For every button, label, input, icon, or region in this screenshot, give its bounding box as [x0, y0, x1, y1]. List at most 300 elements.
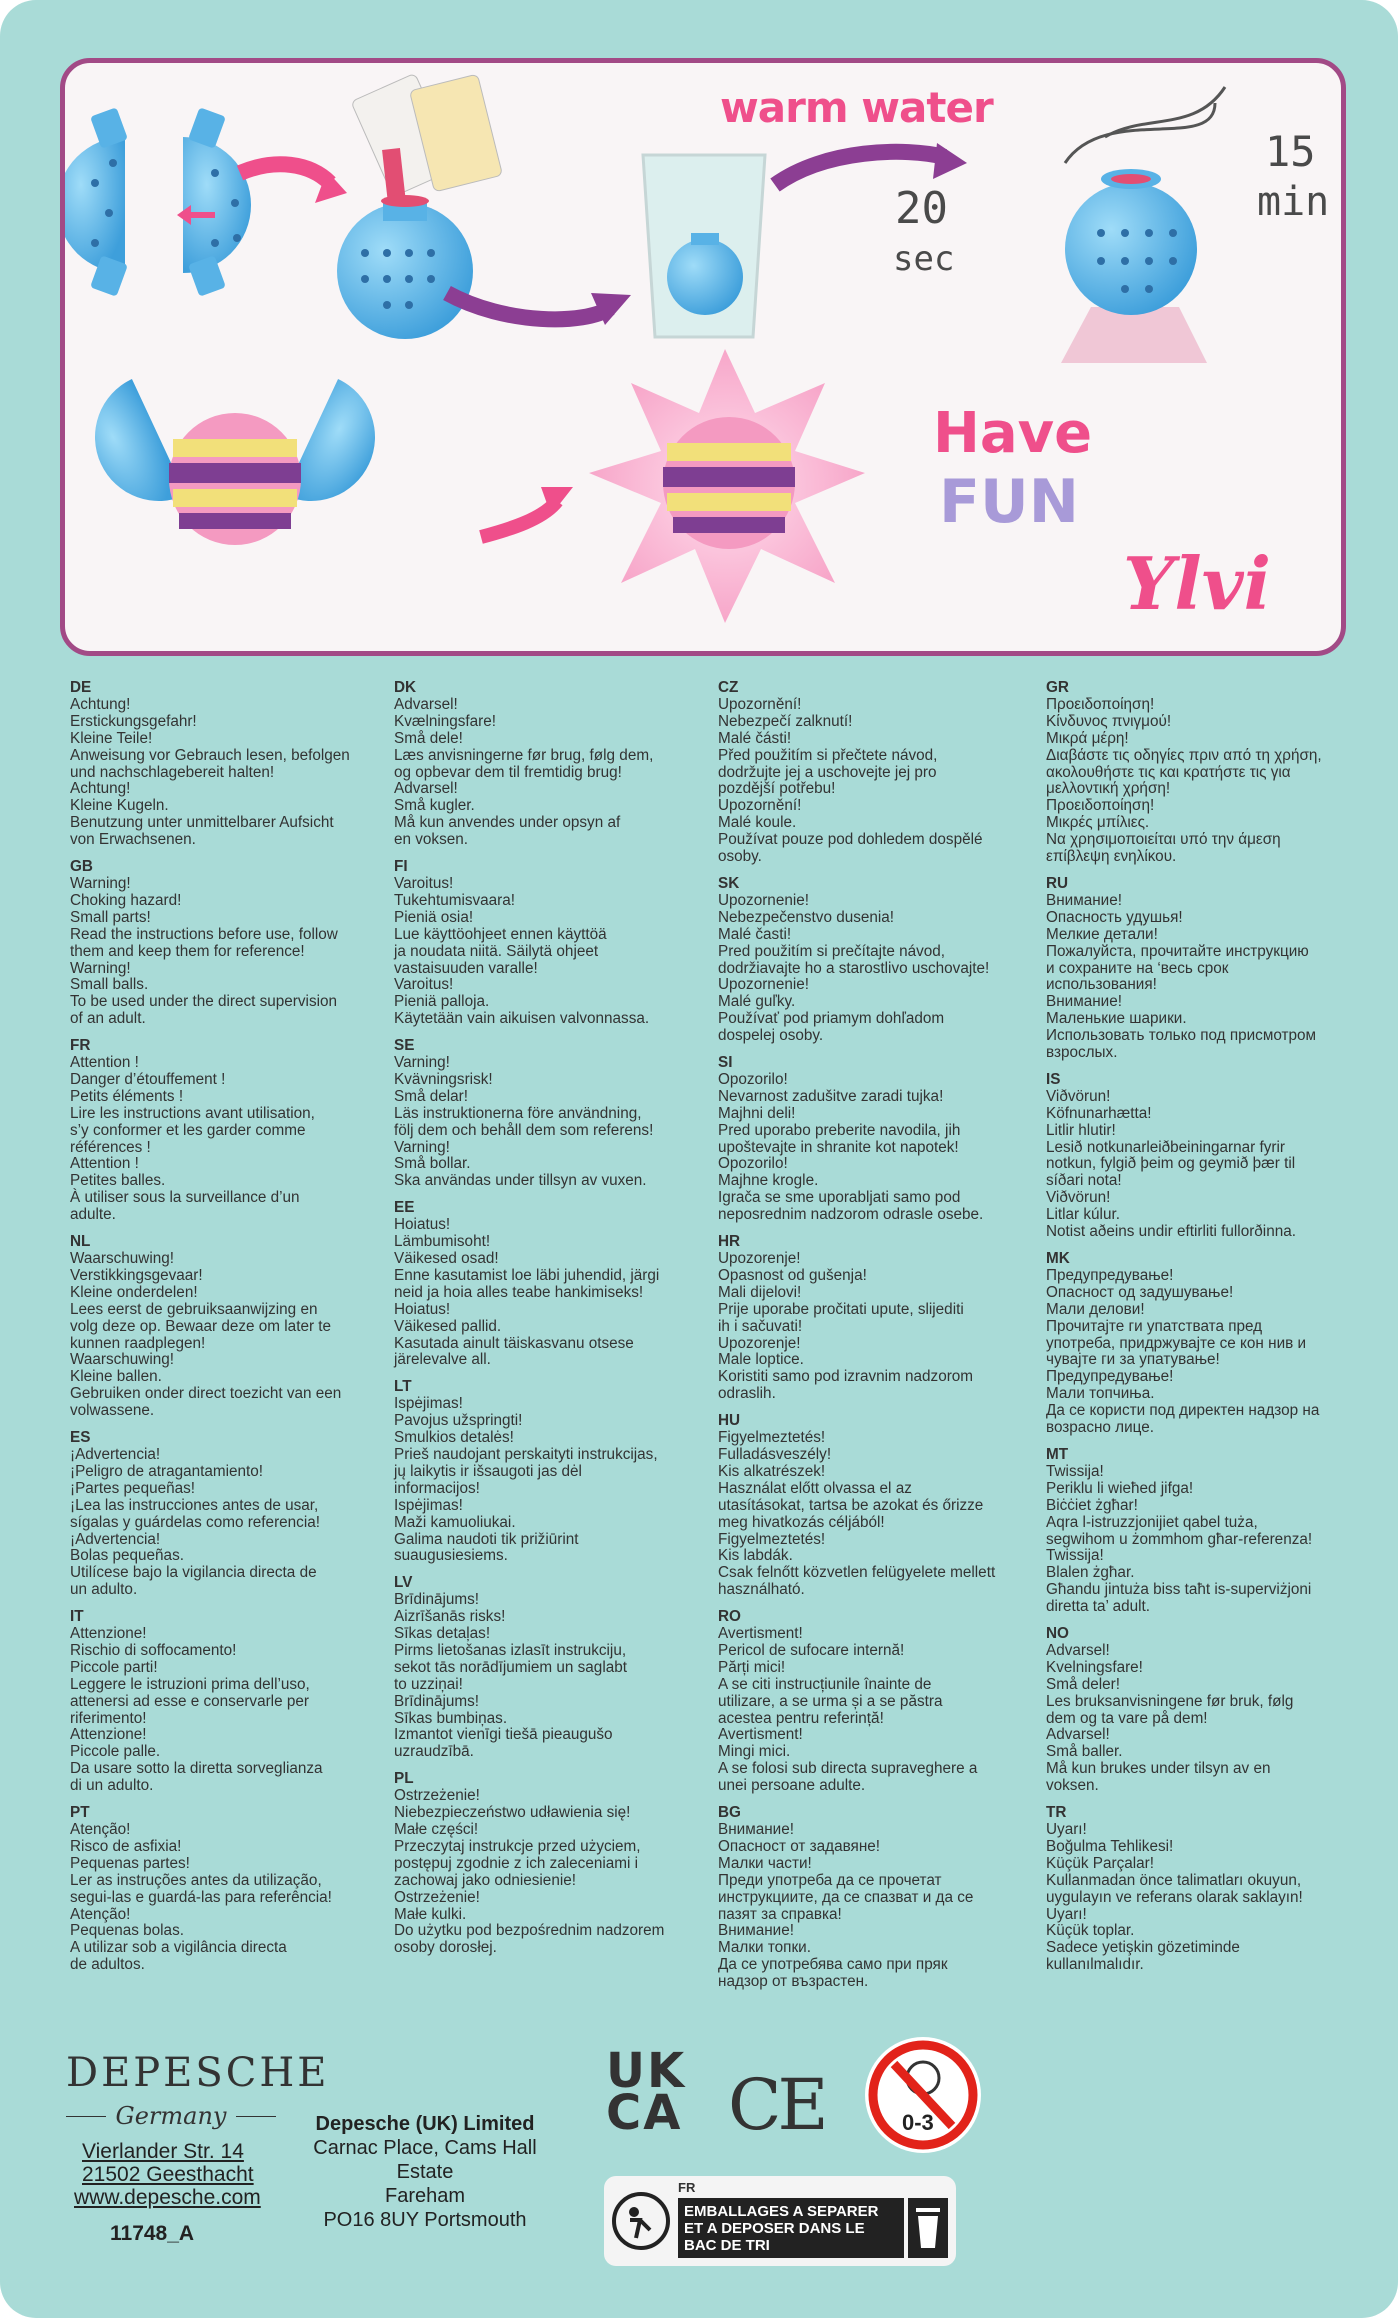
- warning-line: Varning!: [394, 1138, 450, 1156]
- warning-line: Upozornění!: [718, 797, 802, 815]
- warning-line: Må kun brukes under tilsyn av en: [1046, 1760, 1271, 1778]
- language-code: SI: [718, 1054, 733, 1072]
- warning-line: notkun, fylgið þeim og geymið þær til: [1046, 1155, 1296, 1173]
- warning-line: acestea pentru referință!: [718, 1709, 884, 1727]
- warning-line: Upozornění!: [718, 695, 802, 713]
- warning-line: Petits éléments !: [70, 1087, 184, 1105]
- warning-line: használható.: [718, 1581, 805, 1599]
- warning-line: Lämbumisoht!: [394, 1233, 491, 1251]
- warning-line: Figyelmeztetés!: [718, 1530, 826, 1548]
- warning-block-no: [1046, 1626, 1364, 1795]
- warning-line: Внимание!: [1046, 993, 1122, 1011]
- open-mold-with-ball-icon: [74, 379, 396, 545]
- warning-line: Blalen żgħar.: [1046, 1564, 1135, 1582]
- warning-line: Ispėjimas!: [394, 1496, 463, 1514]
- warning-line: Leggere le istruzioni prima dell’uso,: [70, 1675, 310, 1693]
- warning-line: употреба, придржувајте се кон нив и: [1046, 1334, 1307, 1352]
- language-code: LT: [394, 1378, 412, 1396]
- warning-line: Nebezpečenstvo dusenia!: [718, 908, 895, 926]
- language-code: DK: [394, 679, 417, 696]
- warning-line: Kis alkatrészek!: [718, 1462, 826, 1480]
- address-street: Vierlander Str. 14: [82, 2140, 244, 2163]
- warning-line: Väikesed pallid.: [394, 1317, 502, 1335]
- warning-line: Opozorilo!: [718, 1070, 788, 1088]
- warning-line: postępuj zgodnie z ich zaleceniami i: [394, 1854, 639, 1872]
- warning-line: Rischio di soffocamento!: [70, 1641, 237, 1659]
- warning-line: Achtung!: [70, 780, 131, 798]
- warning-line: Mali dijelovi!: [718, 1283, 802, 1301]
- warning-line: og opbevar dem til fremtidig brug!: [394, 763, 622, 781]
- warning-line: Да се употребява само при пряк: [718, 1956, 948, 1974]
- warning-line: Warning!: [70, 959, 131, 977]
- warning-line: uzraudzībā.: [394, 1743, 474, 1761]
- warning-line: Pred použitím si prečítajte návod,: [718, 942, 946, 960]
- warning-block-it: [70, 1609, 388, 1795]
- warning-line: di un adulto.: [70, 1777, 154, 1795]
- warning-line: Malé časti!: [718, 925, 792, 943]
- warning-line: Waarschuwing!: [70, 1250, 175, 1267]
- warning-line: Sīkas bumbiņas.: [394, 1709, 508, 1727]
- warning-line: Piccole palle.: [70, 1743, 161, 1761]
- warning-line: Små dele!: [394, 729, 463, 747]
- language-code: PT: [70, 1804, 90, 1822]
- warning-line: pozdější potřebu!: [718, 780, 836, 798]
- warning-line: Малки части!: [718, 1854, 812, 1872]
- warning-line: suaugusiesiems.: [394, 1547, 508, 1565]
- warning-line: Pericol de sufocare internă!: [718, 1641, 905, 1659]
- warning-block-mt: [1046, 1447, 1364, 1616]
- warning-block-fi: [394, 859, 712, 1028]
- warning-block-dk: [394, 680, 712, 849]
- warning-block-nl: [70, 1234, 388, 1420]
- warning-line: Tukehtumisvaara!: [394, 891, 516, 909]
- warning-line: Před použitím si přečtete návod,: [718, 746, 938, 764]
- warning-line: Igrača se sme uporabljati samo pod: [718, 1189, 961, 1207]
- warning-block-bg: [718, 1805, 1036, 1991]
- ball-burst-icon: [589, 349, 865, 623]
- article-number: 11748_A: [110, 2222, 195, 2245]
- warning-line: Atenção!: [70, 1905, 131, 1923]
- warning-line: sekot tās norādījumiem un saglabt: [394, 1658, 627, 1676]
- warning-line: Verstikkingsgevaar!: [70, 1266, 203, 1284]
- warning-line: Предупредување!: [1046, 1368, 1174, 1386]
- language-code: RO: [718, 1608, 741, 1626]
- warning-line: ακολουθήστε τις και κρατήστε τις για: [1046, 763, 1291, 781]
- age-label: 0-3: [902, 2110, 934, 2135]
- warning-line: Majhne krogle.: [718, 1172, 819, 1190]
- warning-line: Danger d’étouffement !: [70, 1070, 226, 1088]
- warning-line: Pequenas partes!: [70, 1854, 190, 1872]
- warning-line: Kasutada ainult täiskasvanu otsese: [394, 1334, 634, 1352]
- warning-line: utasításokat, tartsa be azokat és őrizze: [718, 1496, 984, 1514]
- warning-line: und nachschlagebereit halten!: [70, 763, 275, 781]
- warning-line: Sadece yetişkin gözetiminde: [1046, 1939, 1240, 1957]
- warnings-column-2: [394, 680, 712, 1967]
- warning-line: надзор от възрастен.: [718, 1973, 869, 1991]
- warning-line: Ostrzeżenie!: [394, 1888, 480, 1906]
- warning-line: Maži kamuoliukai.: [394, 1513, 516, 1531]
- warning-line: Kleine ballen.: [70, 1368, 162, 1386]
- warning-line: Do użytku pod bezpośrednim nadzorem: [394, 1922, 665, 1940]
- warning-line: meg hivatkozás céljából!: [718, 1513, 885, 1531]
- language-code: IS: [1046, 1070, 1061, 1088]
- warning-line: Uyarı!: [1046, 1905, 1087, 1923]
- warning-line: riferimento!: [70, 1709, 147, 1727]
- warning-line: Прочитајте ги упатствата пред: [1046, 1317, 1263, 1335]
- warning-line: s’y conformer et les garder comme: [70, 1121, 306, 1139]
- warning-line: Мали делови!: [1046, 1300, 1145, 1318]
- warning-line: to uzziņai!: [394, 1675, 463, 1693]
- warning-line: Nevarnost zadušitve zaradi tujka!: [718, 1087, 944, 1105]
- language-code: RU: [1046, 874, 1069, 892]
- depesche-tagline: Germany: [66, 2102, 276, 2130]
- warning-line: Les bruksanvisningene før bruk, følg: [1046, 1692, 1294, 1710]
- warning-line: Mingi mici.: [718, 1743, 791, 1761]
- website-link[interactable]: www.depesche.com: [74, 2186, 261, 2209]
- warning-line: επίβλεψη ενηλίκου.: [1046, 848, 1177, 866]
- warning-line: utilizare, a se urma și a se păstra: [718, 1692, 943, 1710]
- uk-company-name: Depesche (UK) Limited: [315, 2113, 535, 2135]
- ukca-mark-bottom: CA: [606, 2085, 683, 2141]
- warning-line: ¡Advertencia!: [70, 1530, 161, 1548]
- minutes-value: 15: [1265, 127, 1316, 176]
- language-code: EE: [394, 1199, 415, 1217]
- warning-line: Twissija!: [1046, 1547, 1104, 1565]
- language-code: SE: [394, 1037, 415, 1055]
- warning-line: odraslih.: [718, 1385, 776, 1403]
- warning-block-hu: [718, 1413, 1036, 1599]
- seconds-value: 20: [895, 183, 948, 234]
- arrow-icon: [775, 152, 945, 185]
- warning-block-sk: [718, 876, 1036, 1045]
- age-warning-icon: [862, 2034, 984, 2156]
- ce-mark: CE: [728, 2064, 825, 2146]
- warning-line: Pequenas bolas.: [70, 1922, 184, 1940]
- warning-line: Male loptice.: [718, 1351, 804, 1369]
- warning-line: Attention !: [70, 1155, 139, 1173]
- warning-line: Opozorilo!: [718, 1155, 788, 1173]
- warning-line: Предупредување!: [1046, 1266, 1174, 1284]
- warning-line: volg deze op. Bewaar deze om later te: [70, 1317, 332, 1335]
- warning-line: Attenzione!: [70, 1625, 147, 1643]
- warning-line: Upozornenie!: [718, 976, 809, 994]
- warning-line: Majhni deli!: [718, 1104, 796, 1122]
- language-code: SK: [718, 874, 740, 892]
- warning-block-pl: [394, 1771, 712, 1957]
- warning-line: informacijos!: [394, 1479, 480, 1497]
- warning-line: Kvelningsfare!: [1046, 1658, 1143, 1676]
- warning-block-si: [718, 1055, 1036, 1224]
- warning-line: Hoiatus!: [394, 1216, 451, 1234]
- seconds-unit: sec: [893, 239, 955, 279]
- warning-line: Anweisung vor Gebrauch lesen, befolgen: [70, 746, 350, 764]
- ukca-mark-top: UK: [606, 2043, 687, 2099]
- warning-line: Malé koule.: [718, 814, 797, 832]
- warning-block-gb: [70, 859, 388, 1028]
- warning-block-gr: [1046, 680, 1364, 866]
- warning-block-mk: [1046, 1251, 1364, 1437]
- warning-line: kunnen raadplegen!: [70, 1334, 206, 1352]
- warning-line: de adultos.: [70, 1956, 145, 1974]
- warning-line: Malé guľky.: [718, 993, 796, 1011]
- warning-line: Používať pod priamym dohľadom: [718, 1010, 945, 1028]
- warning-line: Опасност од задушување!: [1046, 1283, 1234, 1301]
- warning-line: Advarsel!: [394, 695, 458, 713]
- warning-line: Uyarı!: [1046, 1821, 1087, 1838]
- warning-line: Advarsel!: [1046, 1726, 1110, 1744]
- warning-line: пазят за справка!: [718, 1905, 842, 1923]
- mold-halves-icon: [65, 107, 251, 297]
- warning-line: Aqra l-istruzzjonijiet qabel tuża,: [1046, 1513, 1258, 1531]
- language-code: MK: [1046, 1250, 1070, 1267]
- warning-line: Må kun anvendes under opsyn af: [394, 814, 621, 832]
- warning-line: neposrednim nadzorom odrasle osebe.: [718, 1206, 984, 1224]
- warning-line: Upozorenje!: [718, 1250, 801, 1267]
- warning-line: Warning!: [70, 874, 131, 892]
- warning-line: osoby dorosłej.: [394, 1939, 497, 1957]
- warning-line: Erstickungsgefahr!: [70, 712, 197, 730]
- warning-line: Attenzione!: [70, 1726, 147, 1744]
- warning-line: Litlar kúlur.: [1046, 1206, 1120, 1224]
- warning-line: Små deler!: [1046, 1675, 1120, 1693]
- warning-line: Használat előtt olvassa el az: [718, 1479, 912, 1497]
- warning-line: Små bollar.: [394, 1155, 471, 1173]
- warning-line: Varning!: [394, 1054, 450, 1072]
- warnings-column-1: [70, 680, 388, 1984]
- warning-block-pt: [70, 1805, 388, 1974]
- warning-line: segui-las e guardá-las para referência!: [70, 1888, 332, 1906]
- warning-line: Малки топки.: [718, 1939, 811, 1957]
- warning-line: Να χρησιμοποιείται υπό την άμεση: [1046, 831, 1281, 849]
- warning-line: segwihom u żommhom għar-referenza!: [1046, 1530, 1313, 1548]
- warning-line: Avertisment!: [718, 1625, 803, 1643]
- warning-line: références !: [70, 1138, 151, 1156]
- warning-line: Ler as instruções antes da utilização,: [70, 1871, 322, 1889]
- warning-line: sígalas y guárdelas como referencia!: [70, 1513, 320, 1531]
- warning-line: Notist aðeins undir eftirliti fullorðinna.: [1046, 1223, 1296, 1241]
- warning-line: ¡Partes pequeñas!: [70, 1479, 196, 1497]
- language-code: NL: [70, 1233, 91, 1251]
- warning-line: возрасно лице.: [1046, 1419, 1154, 1437]
- depesche-logo: DEPESCHE: [66, 2050, 330, 2096]
- warning-line: Galima naudoti tik prižiūrint: [394, 1530, 579, 1548]
- warning-line: en voksen.: [394, 831, 468, 849]
- recycling-text: EMBALLAGES A SEPARER ET A DEPOSER DANS LE BAC DE TRI: [678, 2198, 904, 2258]
- warning-line: Väikesed osad!: [394, 1250, 499, 1267]
- warning-line: A se folosi sub directa supraveghere a: [718, 1760, 978, 1778]
- warning-line: uygulayın ve referans olarak saklayın!: [1046, 1888, 1303, 1906]
- triman-recycling-icon: [610, 2190, 672, 2252]
- warning-line: Boğulma Tehlikesi!: [1046, 1837, 1174, 1855]
- instructions-illustration-panel: [60, 58, 1346, 656]
- language-code: FI: [394, 858, 408, 876]
- warning-line: Lees eerst de gebruiksaanwijzing en: [70, 1300, 318, 1318]
- warning-line: Avertisment!: [718, 1726, 803, 1744]
- warning-line: Κίνδυνος πνιγμού!: [1046, 712, 1172, 730]
- warning-line: Опасност от задавяне!: [718, 1837, 881, 1855]
- warning-line: un adulto.: [70, 1581, 138, 1599]
- warning-block-ru: [1046, 876, 1364, 1062]
- warning-line: Przeczytaj instrukcje przed użyciem,: [394, 1837, 641, 1855]
- warning-line: Kleine onderdelen!: [70, 1283, 198, 1301]
- warning-line: Käytetään vain aikuisen valvonnassa.: [394, 1010, 650, 1028]
- warning-line: Lue käyttöohjeet ennen käyttöä: [394, 925, 607, 943]
- warning-line: Utilícese bajo la vigilancia directa de: [70, 1564, 317, 1582]
- warning-line: Ostrzeżenie!: [394, 1787, 480, 1805]
- warning-line: Hoiatus!: [394, 1300, 451, 1318]
- have-fun-fun: FUN: [939, 467, 1079, 537]
- warning-block-ee: [394, 1200, 712, 1369]
- warning-line: Внимание!: [718, 1922, 794, 1940]
- warning-block-fr: [70, 1038, 388, 1224]
- warning-block-lt: [394, 1379, 712, 1565]
- warning-line: neid ja hoia alles teabe hankimiseks!: [394, 1283, 644, 1301]
- warning-block-is: [1046, 1072, 1364, 1241]
- warning-line: Periklu li wieħed jifga!: [1046, 1479, 1194, 1497]
- warning-line: Waarschuwing!: [70, 1351, 175, 1369]
- warning-line: Kis labdák.: [718, 1547, 793, 1565]
- warning-block-de: [70, 680, 388, 849]
- warning-block-lv: [394, 1575, 712, 1761]
- warning-block-se: [394, 1038, 712, 1190]
- warning-line: Petites balles.: [70, 1172, 166, 1190]
- glass-of-water-icon: [643, 155, 765, 337]
- warning-block-cz: [718, 680, 1036, 866]
- ylvi-logo: Ylvi: [1123, 541, 1271, 626]
- warning-line: jų laikytis ir išsaugoti jas dėl: [394, 1462, 582, 1480]
- warning-block-hr: [718, 1234, 1036, 1403]
- warning-line: Koristiti samo pod izravnim nadzorom: [718, 1368, 974, 1386]
- warning-line: Prije uporabe pročitati upute, slijediti: [718, 1300, 964, 1318]
- warning-block-es: [70, 1430, 388, 1599]
- warning-line: Пожалуйста, прочитайте инструкцию: [1046, 942, 1309, 960]
- warning-line: Atenção!: [70, 1821, 131, 1838]
- warning-line: Pavojus užspringti!: [394, 1412, 523, 1430]
- warning-line: Enne kasutamist loe läbi juhendid, järgi: [394, 1266, 660, 1284]
- warning-line: Piccole parti!: [70, 1658, 158, 1676]
- warning-line: Brīdinājums!: [394, 1591, 480, 1609]
- uk-address-line-3: PO16 8UY Portsmouth: [323, 2209, 527, 2231]
- arrow-icon: [447, 293, 610, 319]
- warning-line: attenersi ad esse e conservarle per: [70, 1692, 309, 1710]
- warning-line: Litlir hlutir!: [1046, 1121, 1116, 1139]
- warning-line: Küçük Parçalar!: [1046, 1854, 1154, 1872]
- address-city: 21502 Geesthacht: [82, 2163, 254, 2186]
- warning-line: Používat pouze pod dohledem dospělé: [718, 831, 983, 849]
- warning-line: Маленькие шарики.: [1046, 1010, 1187, 1028]
- warning-line: vastaisuuden varalle!: [394, 959, 538, 977]
- warning-line: Προειδοποίηση!: [1046, 695, 1155, 713]
- warning-line: Da usare sotto la diretta sorveglianza: [70, 1760, 323, 1778]
- warning-line: Niebezpieczeństwo udławienia się!: [394, 1804, 631, 1822]
- warning-line: Да се користи под директен надзор на: [1046, 1402, 1320, 1420]
- warning-line: Использовать только под присмотром: [1046, 1027, 1317, 1045]
- warning-line: volwassene.: [70, 1402, 155, 1420]
- warning-line: Μικρές μπίλιες.: [1046, 814, 1150, 832]
- warning-line: dem og ta vare på dem!: [1046, 1709, 1208, 1727]
- warning-line: Små baller.: [1046, 1743, 1123, 1761]
- warning-line: Мелкие детали!: [1046, 925, 1158, 943]
- warning-line: kullanılmalıdır.: [1046, 1956, 1144, 1974]
- warning-line: Smulkios detalės!: [394, 1429, 514, 1447]
- warning-line: Părți mici!: [718, 1658, 786, 1676]
- language-code: LV: [394, 1574, 413, 1592]
- warning-line: Fulladásveszély!: [718, 1445, 832, 1463]
- warning-line: Figyelmeztetés!: [718, 1429, 826, 1447]
- warning-line: Csak felnőtt közvetlen felügyelete mellett: [718, 1564, 996, 1582]
- warning-line: À utiliser sous la surveillance d’un: [70, 1189, 300, 1207]
- warning-line: Brīdinājums!: [394, 1692, 480, 1710]
- warning-line: Malé části!: [718, 729, 792, 747]
- recycling-info-panel: [604, 2176, 956, 2266]
- warning-line: upoštevajte in shranite kot napotek!: [718, 1138, 959, 1156]
- warm-water-label: warm water: [720, 83, 993, 132]
- warning-line: μελλοντική χρήση!: [1046, 780, 1171, 798]
- filled-mold-icon: [337, 195, 473, 339]
- warning-line: Għandu jintuża biss taħt is-superviżjoni: [1046, 1581, 1312, 1599]
- warning-line: ¡Peligro de atragantamiento!: [70, 1462, 264, 1480]
- warning-line: Προειδοποίηση!: [1046, 797, 1155, 815]
- warning-line: of an adult.: [70, 1010, 146, 1028]
- language-code: HR: [718, 1233, 741, 1251]
- uk-importer-address: [300, 2112, 550, 2232]
- warning-line: Read the instructions before use, follow: [70, 925, 338, 943]
- warning-block-tr: [1046, 1805, 1364, 1974]
- warning-line: Attention !: [70, 1054, 139, 1072]
- warning-line: osoby.: [718, 848, 762, 866]
- warning-line: Lire les instructions avant utilisation,: [70, 1104, 315, 1122]
- warning-line: To be used under the direct supervision: [70, 993, 338, 1011]
- warning-line: zachowaj jako odniesienie!: [394, 1871, 576, 1889]
- warning-line: Ispėjimas!: [394, 1395, 463, 1413]
- warning-line: Διαβάστε τις οδηγίες πριν από τη χρήση,: [1046, 746, 1322, 764]
- language-code: GR: [1046, 679, 1069, 696]
- language-code: GB: [70, 858, 93, 876]
- arrow-icon: [481, 501, 557, 537]
- warning-line: ¡Lea las instrucciones antes de usar,: [70, 1496, 319, 1514]
- warning-line: чувајте ги за упатување!: [1046, 1351, 1220, 1369]
- warning-line: Опасность удушья!: [1046, 908, 1183, 926]
- warning-line: Upozornenie!: [718, 891, 809, 909]
- language-code: TR: [1046, 1804, 1067, 1822]
- warning-line: Achtung!: [70, 695, 131, 713]
- warning-line: Small balls.: [70, 976, 149, 994]
- warning-line: Små kugler.: [394, 797, 475, 815]
- warning-line: Lesið notkunarleiðbeiningarnar fyrir: [1046, 1138, 1285, 1156]
- warning-line: Varoitus!: [394, 874, 454, 892]
- warning-line: dodržujte jej a uschovejte jej pro: [718, 763, 937, 781]
- minutes-unit: min: [1257, 179, 1330, 225]
- warning-line: использования!: [1046, 976, 1157, 994]
- warning-line: Choking hazard!: [70, 891, 182, 909]
- drying-mold-icon: [1061, 87, 1225, 363]
- warning-line: A se citi instrucțiunile înainte de: [718, 1675, 932, 1693]
- warning-line: Pieniä palloja.: [394, 993, 490, 1011]
- warning-line: Преди употреба да се прочетат: [718, 1871, 942, 1889]
- warning-line: von Erwachsenen.: [70, 831, 196, 849]
- recycling-country: FR: [678, 2180, 696, 2195]
- warning-line: Varoitus!: [394, 976, 454, 994]
- warning-line: Мали топчиња.: [1046, 1385, 1155, 1403]
- warning-line: voksen.: [1046, 1777, 1099, 1795]
- warning-line: Nebezpečí zalknutí!: [718, 712, 853, 730]
- warnings-column-4: [1046, 680, 1364, 1984]
- warning-line: Küçük toplar.: [1046, 1922, 1135, 1940]
- uk-address-line-1: Carnac Place, Cams Hall Estate: [313, 2137, 537, 2183]
- warning-line: Små delar!: [394, 1087, 468, 1105]
- warning-line: Pred uporabo preberite navodila, jih: [718, 1121, 961, 1139]
- warning-line: Małe części!: [394, 1821, 479, 1838]
